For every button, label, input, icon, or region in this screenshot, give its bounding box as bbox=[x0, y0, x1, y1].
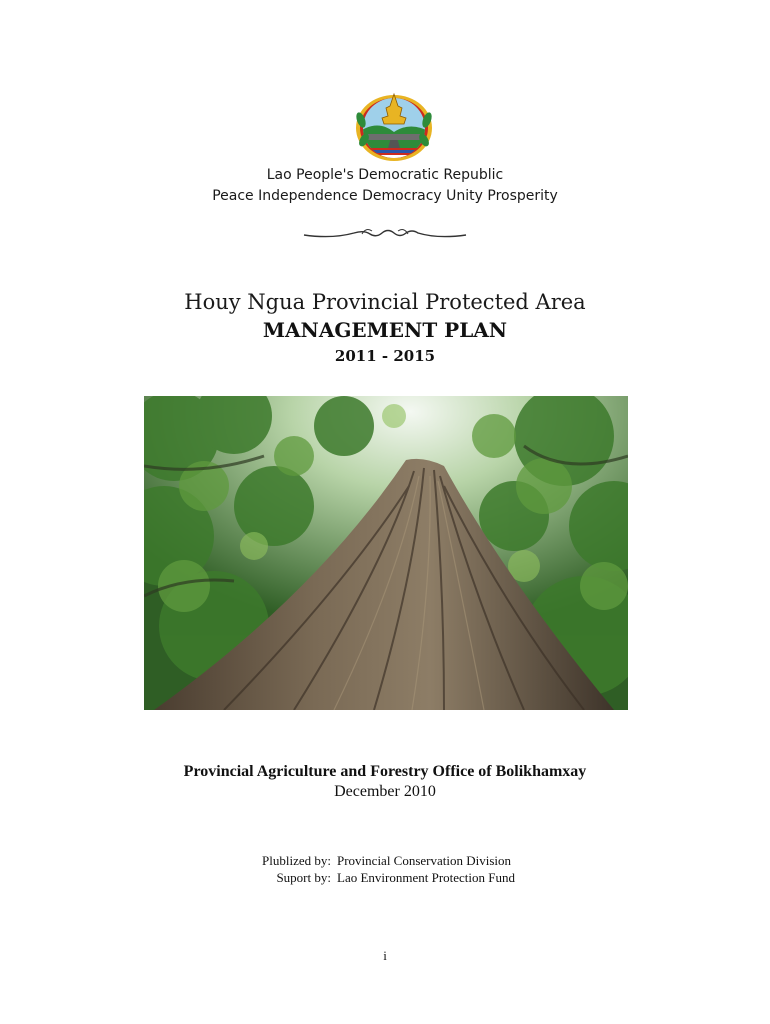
credit-row bbox=[230, 869, 570, 886]
page-number: i bbox=[383, 948, 387, 963]
credit-row bbox=[230, 852, 570, 869]
credit-value: Lao Environment Protection Fund bbox=[337, 870, 516, 885]
credit-value: Provincial Conservation Division bbox=[337, 853, 512, 868]
lao-national-emblem-icon bbox=[354, 90, 434, 162]
plan-years: 2011 - 2015 bbox=[334, 347, 436, 365]
credit-label: Plublized by: bbox=[262, 853, 331, 868]
plan-title: Houy Ngua Provincial Protected Area bbox=[184, 290, 586, 314]
national-motto: Peace Independence Democracy Unity Prosperity bbox=[212, 188, 558, 204]
republic-heading bbox=[0, 165, 770, 207]
credit-label: Suport by: bbox=[276, 870, 331, 885]
plan-subtitle: MANAGEMENT PLAN bbox=[262, 318, 508, 342]
country-name: Lao People's Democratic Republic bbox=[266, 167, 504, 183]
credits-block bbox=[230, 852, 570, 886]
publication-date: December 2010 bbox=[334, 783, 436, 800]
publisher-office: Provincial Agriculture and Forestry Office of Bolikhamxay bbox=[183, 763, 587, 780]
ornament-divider-icon bbox=[302, 225, 468, 243]
tree-trunk-photo bbox=[144, 396, 628, 710]
